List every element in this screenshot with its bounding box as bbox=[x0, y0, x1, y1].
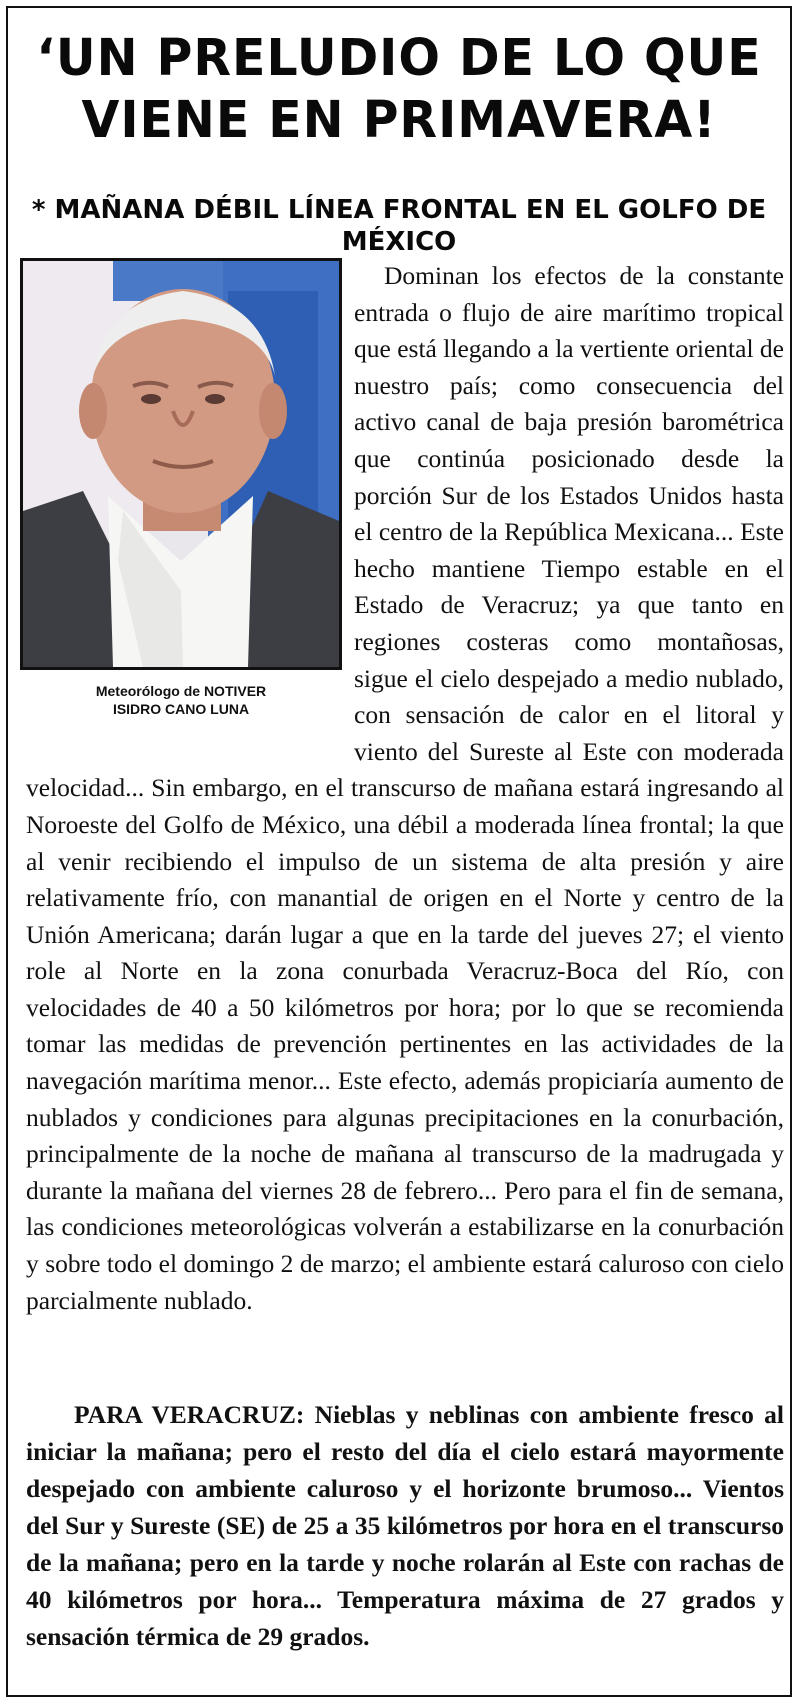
paragraph-2-text: PARA VERACRUZ: Nieblas y neblinas con ambiente fresco al iniciar la mañana; pero el resto del día el cielo estará mayormente despejado con ambiente caluroso y el horizonte brumoso... Vientos del Sur y Sureste (SE) de 25 a 35 kilómetros por hora en el transcurso de la mañana; pero en la tarde y noche rolarán al Este con rachas de 40 kilómetros por hora... Temperatura máxima de 27 grados y sensación térmica de 29 grados. bbox=[26, 1400, 784, 1651]
headline-line-2: VIENE EN PRIMAVERA! bbox=[81, 91, 717, 150]
article-paragraph-2 bbox=[26, 1396, 784, 1655]
photo-text-wrap bbox=[26, 258, 354, 736]
caption-line-2: ISIDRO CANO LUNA bbox=[112, 701, 250, 717]
subheadline: * MAÑANA DÉBIL LÍNEA FRONTAL EN EL GOLFO DE MÉXICO bbox=[31, 195, 767, 257]
headline bbox=[24, 28, 775, 152]
article-frame bbox=[6, 6, 792, 1697]
caption-line-1: Meteorólogo de NOTIVER bbox=[95, 683, 267, 699]
paragraph-1-text: Dominan los efectos de la constante entrada o flujo de aire marítimo tropical que está llegando a la vertiente oriental de nuestro país; como consecuencia del activo canal de baja presión barométrica que continúa posicionado desde la porción Sur de los Estados Unidos hasta el centro de la República Mexicana... Este hecho mantiene Tiempo estable en el Estado de Veracruz; ya que tanto en regiones costeras como montañosas, sigue el cielo despejado a medio nublado, con sensación de calor en el litoral y viento del Sureste al Este con moderada velocidad... Sin embargo, en el transcurso de mañana estará ingresando al Noroeste del Golfo de México, una débil a moderada línea frontal; la que al venir recibiendo el impulso de un sistema de alta presión y aire relativamente frío, con manantial de origen en el Norte y centro de la Unión Americana; darán lugar a que en la tarde del jueves 27; el viento role al Norte en la zona conurbada Veracruz-Boca del Río, con velocidades de 40 a 50 kilómetros por hora; por lo que se recomienda tomar las medidas de prevención pertinentes en las actividades de la navegación marítima menor... Este efecto, además propiciaría aumento de nublados y condiciones para algunas precipitaciones en la conurbación, principalmente de la noche de mañana al transcurso de la madrugada y durante la mañana del viernes 28 de febrero... Pero para el fin de semana, las condiciones meteorológicas volverán a estabilizarse en la conurbación y sobre todo el domingo 2 de marzo; el ambiente estará caluroso con cielo parcialmente nublado. bbox=[26, 261, 784, 1315]
article-paragraph-1 bbox=[26, 258, 784, 1319]
headline-line-1: ‘UN PRELUDIO DE LO QUE bbox=[36, 29, 762, 88]
